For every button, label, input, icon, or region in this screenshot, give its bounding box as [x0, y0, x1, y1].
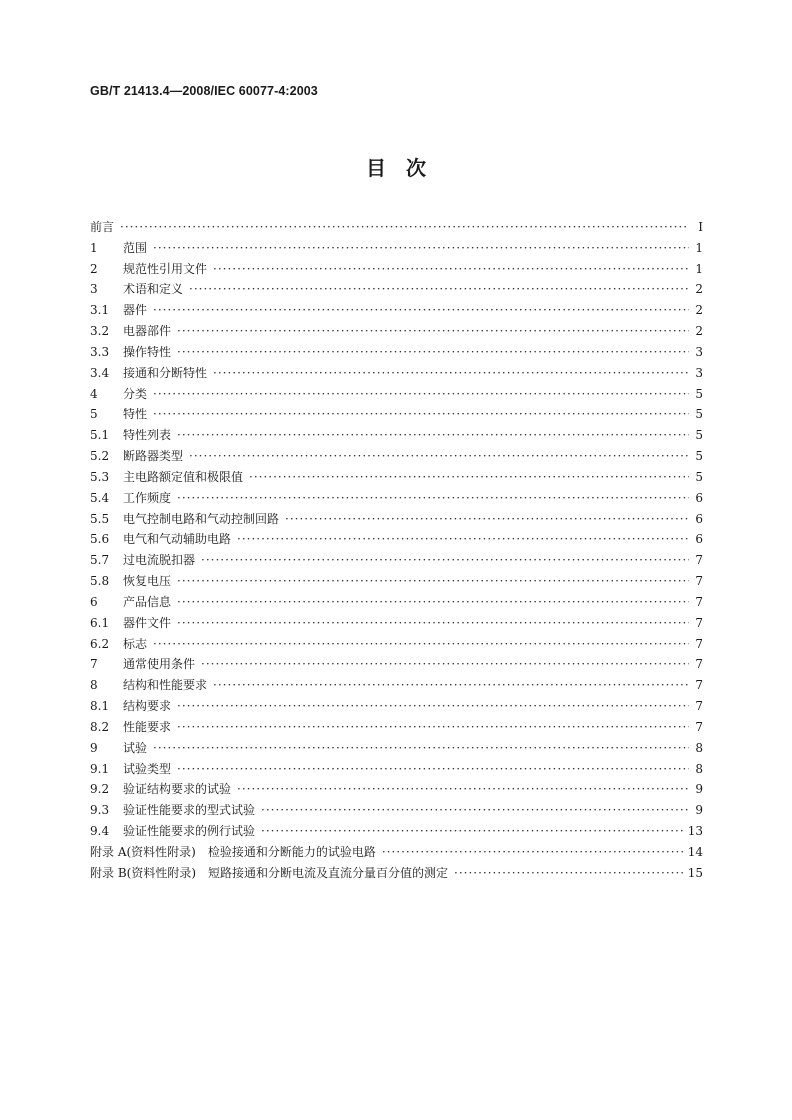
toc-entry-number: 3.2 [90, 324, 110, 339]
toc-entry-page: 7 [695, 657, 703, 672]
toc-entry[interactable] [90, 613, 703, 634]
toc-entry[interactable] [90, 279, 703, 300]
toc-entry-title: 标志 [123, 636, 148, 651]
toc-entry-number: 8.1 [90, 699, 110, 714]
toc-entry-number: 5.6 [90, 532, 110, 547]
toc-entry-title: 结构要求 [123, 699, 172, 714]
toc-entry-page: I [698, 220, 703, 234]
toc-entry-page: 5 [695, 449, 703, 464]
toc-entry[interactable] [90, 384, 703, 405]
toc-entry[interactable] [90, 217, 703, 238]
toc-dot-leader [201, 654, 689, 675]
toc-dot-leader [213, 363, 689, 384]
toc-dot-leader [153, 404, 689, 425]
toc-entry-number: 5.4 [90, 490, 110, 505]
toc-entry-number: 2 [90, 261, 98, 276]
toc-entry-number: 8.2 [90, 719, 110, 734]
toc-entry[interactable] [90, 488, 703, 509]
toc-entry-number: 3 [90, 282, 98, 297]
toc-entry-title: 附录 A(资料性附录) 检验接通和分断能力的试验电路 [90, 844, 376, 859]
toc-entry-number: 9.2 [90, 782, 110, 797]
toc-dot-leader [285, 509, 689, 530]
toc-entry-title: 电气控制电路和气动控制回路 [123, 511, 280, 526]
toc-entry-page: 13 [687, 824, 703, 839]
toc-entry[interactable] [90, 342, 703, 363]
toc-dot-leader [153, 634, 689, 655]
toc-entry-title: 附录 B(资料性附录) 短路接通和分断电流及直流分量百分值的测定 [90, 865, 448, 880]
toc-entry-number: 9.4 [90, 824, 110, 839]
toc-entry-number: 3.4 [90, 365, 110, 380]
toc-dot-leader [213, 259, 689, 280]
toc-entry-page: 7 [695, 636, 703, 651]
toc-entry-page: 7 [695, 553, 703, 568]
toc-entry-number: 1 [90, 240, 98, 255]
toc-entry-number: 3.3 [90, 344, 110, 359]
toc-dot-leader [382, 842, 684, 863]
toc-entry-number: 5.5 [90, 511, 110, 526]
toc-entry[interactable] [90, 717, 703, 738]
toc-dot-leader [189, 446, 689, 467]
toc-entry[interactable] [90, 529, 703, 550]
toc-dot-leader [454, 863, 684, 884]
toc-entry[interactable] [90, 696, 703, 717]
toc-entry-title: 器件 [123, 303, 148, 318]
toc-entry-title: 范围 [123, 240, 148, 255]
toc-dot-leader [177, 321, 689, 342]
toc-dot-leader [237, 529, 689, 550]
toc-entry-page: 15 [687, 865, 703, 880]
toc-dot-leader [261, 800, 689, 821]
toc-entry-page: 7 [695, 574, 703, 589]
toc-entry-title: 验证性能要求的型式试验 [123, 803, 256, 818]
toc-entry-page: 5 [695, 469, 703, 484]
toc-entry-page: 5 [695, 428, 703, 443]
toc-entry[interactable] [90, 363, 703, 384]
toc-entry-title: 恢复电压 [123, 574, 172, 589]
toc-entry[interactable] [90, 300, 703, 321]
toc-entry-title: 规范性引用文件 [123, 261, 208, 276]
toc-entry-number: 5.7 [90, 553, 110, 568]
toc-entry-page: 5 [695, 386, 703, 401]
toc-entry[interactable] [90, 863, 703, 884]
toc-dot-leader [153, 238, 689, 259]
toc-entry-number: 4 [90, 386, 98, 401]
toc-entry-number: 6.2 [90, 636, 110, 651]
toc-entry-number: 7 [90, 657, 98, 672]
toc-dot-leader [177, 759, 689, 780]
toc-dot-leader [177, 717, 689, 738]
toc-entry-title: 前言 [90, 220, 115, 234]
toc-entry-page: 7 [695, 678, 703, 693]
toc-entry[interactable] [90, 425, 703, 446]
toc-entry[interactable] [90, 467, 703, 488]
toc-entry-page: 3 [695, 365, 703, 380]
toc-entry-page: 14 [687, 844, 703, 859]
toc-dot-leader [177, 342, 689, 363]
toc-entry-title: 特性列表 [123, 428, 172, 443]
toc-entry[interactable] [90, 550, 703, 571]
toc-entry-number: 6 [90, 594, 98, 609]
toc-entry-title: 试验类型 [123, 761, 172, 776]
toc-entry-page: 8 [695, 761, 703, 776]
toc-entry-title: 性能要求 [123, 719, 172, 734]
toc-entry-title: 过电流脱扣器 [123, 553, 196, 568]
toc-entry[interactable] [90, 800, 703, 821]
table-of-contents [90, 217, 703, 884]
toc-dot-leader [177, 696, 689, 717]
toc-entry-page: 7 [695, 594, 703, 609]
toc-entry[interactable] [90, 238, 703, 259]
toc-entry-title: 电器部件 [123, 324, 172, 339]
toc-entry-title: 产品信息 [123, 594, 172, 609]
toc-entry-title: 操作特性 [123, 344, 172, 359]
toc-dot-leader [177, 488, 689, 509]
toc-dot-leader [153, 384, 689, 405]
toc-entry-page: 6 [695, 511, 703, 526]
toc-entry-page: 2 [695, 282, 703, 297]
toc-entry-page: 6 [695, 532, 703, 547]
toc-entry-page: 7 [695, 719, 703, 734]
toc-dot-leader [237, 779, 689, 800]
toc-entry-page: 7 [695, 699, 703, 714]
toc-entry-title: 验证性能要求的例行试验 [123, 824, 256, 839]
toc-entry[interactable] [90, 654, 703, 675]
toc-entry-title: 试验 [123, 740, 148, 755]
toc-entry-page: 1 [695, 261, 703, 276]
toc-dot-leader [213, 675, 689, 696]
toc-entry[interactable] [90, 779, 703, 800]
toc-entry-number: 5.1 [90, 428, 110, 443]
toc-dot-leader [261, 821, 684, 842]
toc-entry-number: 6.1 [90, 615, 110, 630]
toc-entry-title: 通常使用条件 [123, 657, 196, 672]
toc-dot-leader [177, 592, 689, 613]
toc-entry-page: 9 [695, 782, 703, 797]
toc-dot-leader [120, 217, 689, 238]
toc-dot-leader [201, 550, 689, 571]
toc-entry-page: 3 [695, 344, 703, 359]
toc-entry-number: 9.1 [90, 761, 110, 776]
toc-entry-page: 2 [695, 303, 703, 318]
toc-entry[interactable] [90, 821, 703, 842]
toc-entry-title: 验证结构要求的试验 [123, 782, 232, 797]
toc-dot-leader [177, 425, 689, 446]
toc-dot-leader [249, 467, 689, 488]
toc-entry-title: 结构和性能要求 [123, 678, 208, 693]
toc-entry[interactable] [90, 259, 703, 280]
toc-dot-leader [177, 571, 689, 592]
toc-entry-number: 9 [90, 740, 98, 755]
toc-entry[interactable] [90, 404, 703, 425]
toc-entry-page: 8 [695, 740, 703, 755]
toc-entry[interactable] [90, 509, 703, 530]
toc-entry-page: 9 [695, 803, 703, 818]
toc-entry-page: 7 [695, 615, 703, 630]
toc-entry-title: 主电路额定值和极限值 [123, 469, 244, 484]
toc-entry[interactable] [90, 675, 703, 696]
toc-entry[interactable] [90, 759, 703, 780]
page-title: 目 次 [366, 156, 426, 180]
toc-entry-title: 特性 [123, 407, 148, 422]
toc-entry-number: 5.3 [90, 469, 110, 484]
toc-entry[interactable] [90, 634, 703, 655]
toc-entry[interactable] [90, 321, 703, 342]
toc-entry[interactable] [90, 738, 703, 759]
toc-entry-title: 接通和分断特性 [123, 365, 208, 380]
toc-dot-leader [153, 738, 689, 759]
toc-entry-title: 工作频度 [123, 490, 172, 505]
toc-entry-number: 8 [90, 678, 98, 693]
toc-entry[interactable] [90, 571, 703, 592]
toc-entry-number: 5 [90, 407, 98, 422]
toc-entry-title: 分类 [123, 386, 148, 401]
toc-dot-leader [153, 300, 689, 321]
toc-entry-title: 器件文件 [123, 615, 172, 630]
toc-entry-title: 电气和气动辅助电路 [123, 532, 232, 547]
toc-entry-number: 3.1 [90, 303, 110, 318]
toc-dot-leader [189, 279, 689, 300]
toc-entry-number: 5.2 [90, 449, 110, 464]
toc-entry-title: 断路器类型 [123, 449, 184, 464]
toc-dot-leader [177, 613, 689, 634]
standard-code-header: GB/T 21413.4—2008/IEC 60077-4:2003 [90, 84, 318, 98]
toc-entry-page: 2 [695, 324, 703, 339]
toc-entry-title: 术语和定义 [123, 282, 184, 297]
toc-entry-number: 9.3 [90, 803, 110, 818]
toc-entry-page: 1 [695, 240, 703, 255]
toc-entry-page: 6 [695, 490, 703, 505]
toc-entry[interactable] [90, 592, 703, 613]
toc-entry[interactable] [90, 842, 703, 863]
toc-entry-number: 5.8 [90, 574, 110, 589]
toc-entry[interactable] [90, 446, 703, 467]
toc-entry-page: 5 [695, 407, 703, 422]
